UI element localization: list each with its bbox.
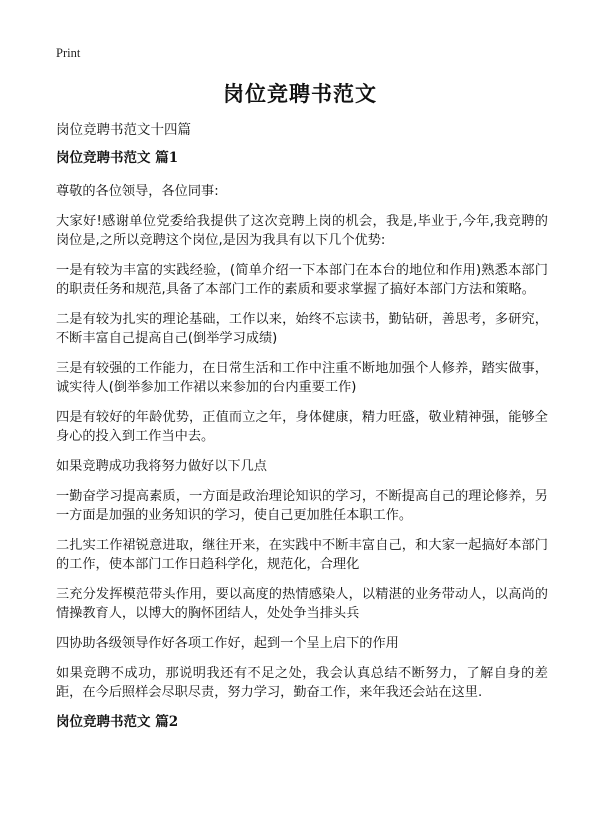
paragraph-advantage-4: 四是有较好的年龄优势，正值而立之年，身体健康，精力旺盛，敬业精神强，能够全身心的投入到工作当中去。	[56, 410, 548, 444]
paragraph-intro: 大家好!感谢单位党委给我提供了这次竞聘上岗的机会，我是,毕业于,今年,我竞聘的岗位是,之所以竞聘这个岗位,是因为我具有以下几个优势:	[56, 214, 548, 248]
paragraph-closing: 如果竞聘不成功，那说明我还有不足之处，我会认真总结不断努力，了解自身的差距，在今后照样会尽职尽责，努力学习，勤奋工作，来年我还会站在这里.	[56, 666, 548, 700]
print-link[interactable]: Print	[56, 46, 81, 60]
document-subtitle: 岗位竞聘书范文十四篇	[56, 122, 191, 138]
document-body	[56, 149, 548, 746]
paragraph-advantage-3: 三是有较强的工作能力，在日常生活和工作中注重不断地加强个人修养，踏实做事，诚实待人(倒举参加工作裙以来参加的台内重要工作)	[56, 361, 548, 395]
paragraph-advantage-2: 二是有较为扎实的理论基础，工作以来，始终不忘读书，勤钻研，善思考，多研究，不断丰富自己提高自己(倒举学习成绩)	[56, 312, 548, 346]
paragraph-advantage-1: 一是有较为丰富的实践经验，(简单介绍一下本部门在本台的地位和作用)熟悉本部门的职责任务和规范,具备了本部门工作的素质和要求掌握了搞好本部门方法和策略。	[56, 263, 548, 297]
paragraph-plan-4: 四协助各级领导作好各项工作好，起到一个呈上启下的作用	[56, 636, 399, 651]
section-heading-2: 岗位竞聘书范文 篇2	[56, 714, 179, 730]
paragraph-plan-3: 三充分发挥模范带头作用，要以高度的热情感染人，以精湛的业务带动人，以高尚的情操教育人，以博大的胸怀团结人，处处争当排头兵	[56, 587, 548, 621]
paragraph-plan-1: 一勤奋学习提高素质，一方面是政治理论知识的学习，不断提高自己的理论修养，另一方面是加强的业务知识的学习，使自己更加胜任本职工作。	[56, 489, 548, 523]
section-heading-1: 岗位竞聘书范文 篇1	[56, 150, 179, 166]
page-title: 岗位竞聘书范文	[223, 82, 377, 106]
paragraph-plan-intro: 如果竞聘成功我将努力做好以下几点	[56, 459, 267, 474]
paragraph-plan-2: 二扎实工作裙锐意进取，继往开来，在实践中不断丰富自己，和大家一起搞好本部门的工作，使本部门工作日趋科学化，规范化，合理化	[56, 538, 548, 572]
salutation: 尊敬的各位领导，各位同事:	[56, 184, 219, 199]
